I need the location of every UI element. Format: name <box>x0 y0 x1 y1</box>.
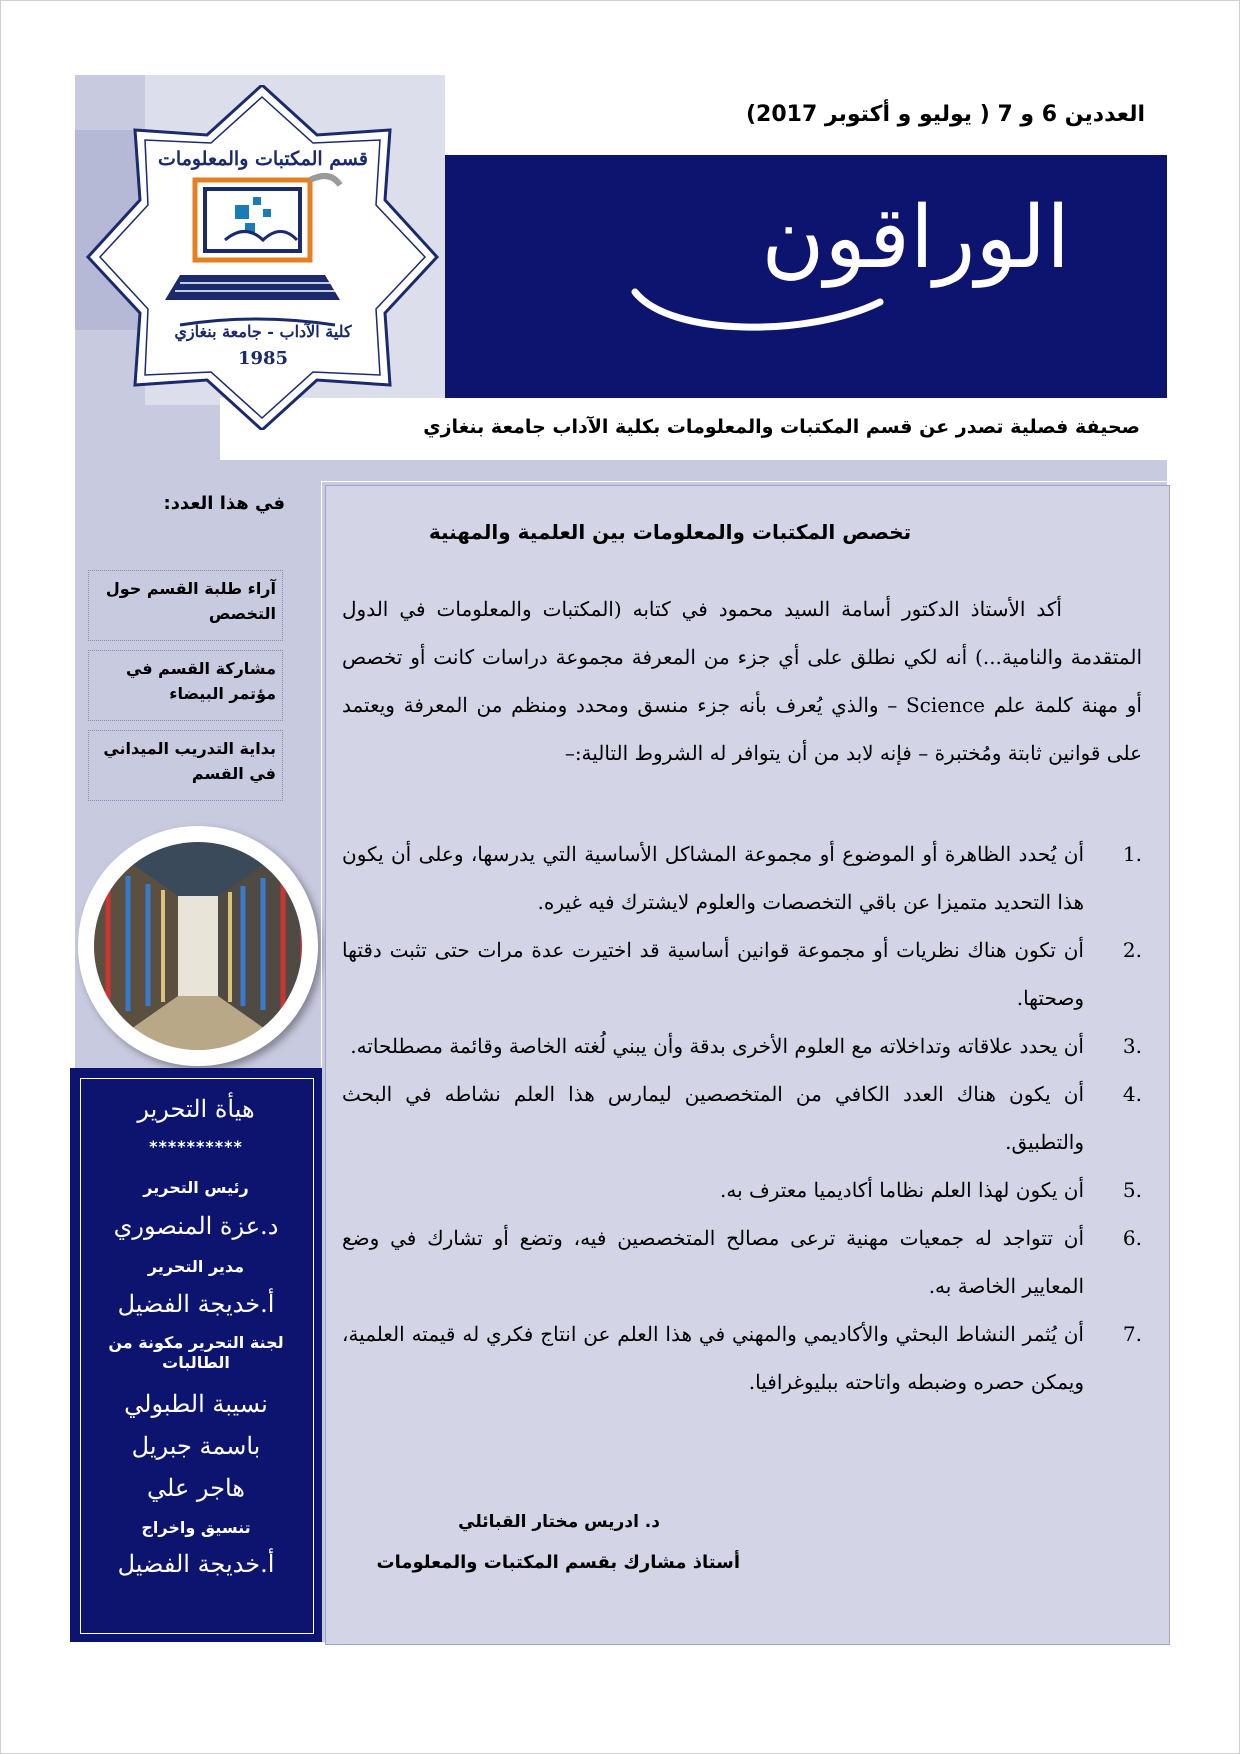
list-text: أن تتواجد له جمعيات مهنية ترعى مصالح المتخصصين فيه، وتضع أو تشارك في وضع المعايير الخاصة به. <box>342 1226 1084 1298</box>
list-number: .5 <box>1122 1178 1142 1202</box>
list-item <box>342 926 1142 1022</box>
committee-member: باسمة جبريل <box>131 1432 261 1460</box>
article-title: تخصص المكتبات والمعلومات بين العلمية والمهنية <box>428 520 912 544</box>
list-number: .1 <box>1122 842 1142 866</box>
list-text: أن يحدد علاقاته وتداخلاته مع العلوم الأخرى بدقة وأن يبني لُغته الخاصة وقائمة مصطلحاته. <box>350 1034 1084 1058</box>
list-number: .2 <box>1122 938 1142 962</box>
list-text: أن يُثمر النشاط البحثي والأكاديمي والمهني في هذا العلم عن انتاج فكري له قيمته العلمية، ويمكن حصره وضبطه واتاحته ببليوغرافيا. <box>342 1322 1084 1394</box>
chief-label: رئيس التحرير <box>143 1178 249 1197</box>
editorial-heading: هيأة التحرير <box>137 1095 255 1123</box>
editorial-stars: ********** <box>149 1137 243 1156</box>
list-item <box>342 1166 1142 1214</box>
layout-label: تنسيق واخراج <box>141 1518 251 1537</box>
list-number: .6 <box>1122 1226 1142 1250</box>
library-shelves-photo <box>78 826 318 1066</box>
logo-title: قسم المكتبات والمعلومات <box>158 148 368 170</box>
committee-member: هاجر علي <box>147 1474 245 1502</box>
list-text: أن يكون هناك العدد الكافي من المتخصصين ليمارس هذا العلم نشاطه في البحث والتطبيق. <box>342 1082 1084 1154</box>
in-issue-heading: في هذا العدد: <box>163 493 285 514</box>
list-item <box>342 830 1142 926</box>
layout-name: أ.خديجة الفضيل <box>117 1550 275 1578</box>
logo-year: 1985 <box>237 348 289 369</box>
list-number: .3 <box>1122 1034 1142 1058</box>
toc-item[interactable]: بداية التدريب الميداني في القسم <box>88 730 283 801</box>
manager-label: مدير التحرير <box>147 1257 245 1276</box>
list-number: .4 <box>1122 1082 1142 1106</box>
issue-info: العددين 6 و 7 ( يوليو و أكتوبر 2017) <box>745 102 1145 127</box>
article-intro <box>342 585 1142 777</box>
list-text: أن يُحدد الظاهرة أو الموضوع أو مجموعة المشاكل الأساسية التي يدرسها، وعلى أن يكون هذا التحديد متميزا عن باقي التخصصات والعلوم لايشترك فيه غيره. <box>342 842 1084 914</box>
list-item <box>342 1022 1142 1070</box>
department-logo <box>85 85 440 430</box>
author-name: د. ادريس مختار القبائلي <box>458 1512 660 1532</box>
list-item <box>342 1070 1142 1166</box>
list-item <box>342 1214 1142 1310</box>
table-of-contents <box>88 570 283 810</box>
keyboard-icon <box>165 275 340 300</box>
manager-name: أ.خديجة الفضيل <box>117 1290 275 1318</box>
logo-subtitle: كلية الآداب - جامعة بنغازي <box>174 322 352 341</box>
committee-label: لجنة التحرير مكونة من الطالبات <box>108 1333 284 1372</box>
list-number: .7 <box>1122 1322 1142 1346</box>
masthead-swash <box>630 262 890 332</box>
masthead-title: الوراقون <box>761 188 1070 288</box>
list-text: أن تكون هناك نظريات أو مجموعة قوانين أساسية قد اختيرت عدة مرات حتى تثبت دقتها وصحتها. <box>342 938 1084 1010</box>
chief-name: د.عزة المنصوري <box>113 1212 279 1240</box>
tagline: صحيفة فصلية تصدر عن قسم المكتبات والمعلومات بكلية الآداب جامعة بنغازي <box>423 416 1140 438</box>
toc-item[interactable]: آراء طلبة القسم حول التخصص <box>88 570 283 641</box>
author-title: أستاذ مشارك بقسم المكتبات والمعلومات <box>376 1552 740 1573</box>
intro-paragraph: أكد الأستاذ الدكتور أسامة السيد محمود في كتابه (المكتبات والمعلومات في الدول المتقدمة والنامية...) أنه لكي نطلق على أي جزء من المعرفة مجموعة دراسات كانت أو تخصص أو مهنة كلمة علم Science – والذي يُعرف بأنه جزء منسق ومحدد ومنظم من المعرفة ويعتمد على قوانين ثابتة ومُختبرة – فإنه لابد من أن يتوافر له الشروط التالية:– <box>342 597 1142 765</box>
list-text: أن يكون لهذا العلم نظاما أكاديميا معترف به. <box>720 1178 1084 1202</box>
toc-item[interactable]: مشاركة القسم في مؤتمر البيضاء <box>88 650 283 721</box>
conditions-list <box>342 830 1142 1406</box>
list-item <box>342 1310 1142 1406</box>
committee-member: نسيبة الطبولي <box>124 1390 268 1418</box>
